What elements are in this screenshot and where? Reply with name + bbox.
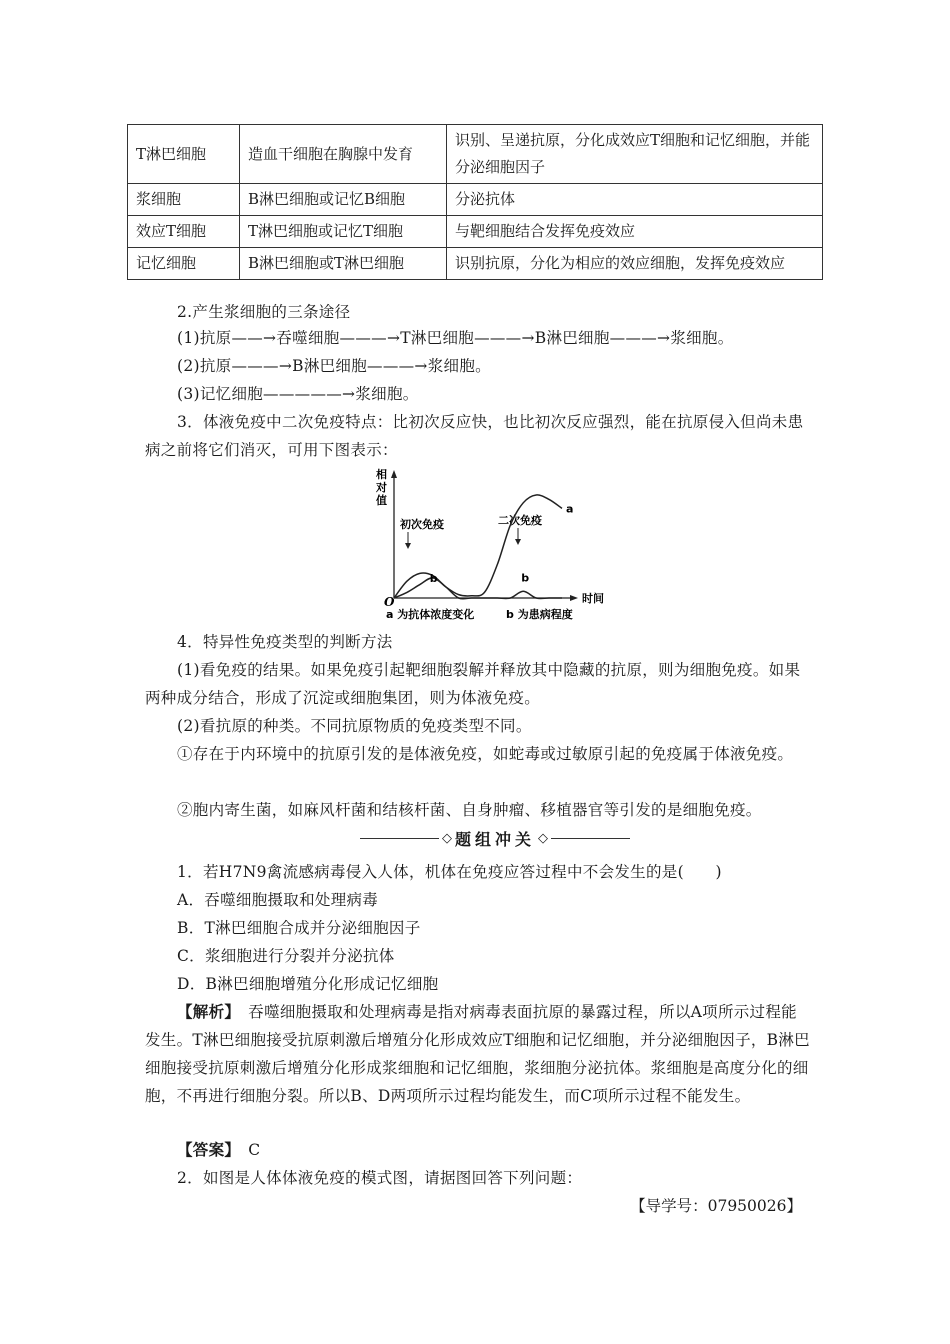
immune-response-chart [362, 466, 622, 626]
table-cell: 与靶细胞结合发挥免疫效应 [447, 216, 823, 248]
series-layer [394, 495, 573, 599]
y-axis-label-char: 对 [376, 481, 387, 494]
series-label-a: a [566, 502, 574, 516]
table-row [128, 184, 823, 216]
table-cell: T淋巴细胞或记忆T细胞 [240, 216, 447, 248]
answer-label: 【答案】 [177, 1140, 233, 1159]
answer [145, 1136, 810, 1164]
x-axis-label: 时间 [582, 592, 604, 605]
caption-a: a 为抗体浓度变化 [386, 608, 475, 621]
table-cell: 效应T细胞 [128, 216, 240, 248]
diamond-icon: ◇ [442, 830, 452, 846]
y-axis-label-char: 相 [376, 468, 387, 481]
paragraph: 3．体液免疫中二次免疫特点：比初次反应快，也比初次反应强烈，能在抗原侵入但尚未患病之前将它们消灭，可用下图表示： [145, 413, 804, 459]
reference-number: 【导学号：07950026】 [630, 1197, 802, 1215]
question-stem: 2．如图是人体体液免疫的模式图，请据图回答下列问题： [177, 1169, 583, 1187]
table-cell: 分泌抗体 [447, 184, 823, 216]
annotation-arrow-head [405, 543, 411, 549]
y-axis-label-char: 值 [376, 494, 387, 507]
table-row [128, 125, 823, 184]
paragraph: (2)看抗原的种类。不同抗原物质的免疫类型不同。 [177, 717, 532, 735]
table-cell: B淋巴细胞或T淋巴细胞 [240, 248, 447, 280]
annotation-arrow-head [515, 539, 521, 545]
series-line-a [394, 495, 562, 598]
series-label-b: b [521, 571, 530, 585]
table-cell: 识别抗原，分化为相应的效应细胞，发挥免疫效应 [447, 248, 823, 280]
question-stem: 1．若H7N9禽流感病毒侵入人体，机体在免疫应答过程中不会发生的是( ) [177, 863, 722, 881]
paragraph: ②胞内寄生菌，如麻风杆菌和结核杆菌、自身肿瘤、移植器官等引发的是细胞免疫。 [177, 801, 762, 819]
table-cell: T淋巴细胞 [128, 125, 240, 184]
paragraph: (1)看免疫的结果。如果免疫引起靶细胞裂解并释放其中隐藏的抗原，则为细胞免疫。如果两种成分结合，形成了沉淀或细胞集团，则为体液免疫。 [145, 661, 801, 707]
option-c: C．浆细胞进行分裂并分泌抗体 [177, 947, 395, 965]
caption-b: b 为患病程度 [506, 608, 573, 621]
table-cell: 造血干细胞在胸腺中发育 [240, 125, 447, 184]
pathway-2: (2)抗原———→B淋巴细胞———→浆细胞。 [177, 357, 491, 375]
table-cell: B淋巴细胞或记忆B细胞 [240, 184, 447, 216]
table-row [128, 248, 823, 280]
divider [551, 838, 630, 839]
annotation-secondary: 二次免疫 [498, 514, 542, 527]
analysis-label: 【解析】 [177, 1002, 233, 1021]
table-row [128, 216, 823, 248]
immune-cells-table [127, 124, 823, 280]
analysis [145, 998, 810, 1110]
annotation-primary: 初次免疫 [400, 518, 444, 531]
section-heading: 2.产生浆细胞的三条途径 [177, 303, 351, 321]
y-axis-arrow [391, 470, 397, 478]
series-label-b: b [429, 571, 438, 585]
pathway-3: (3)记忆细胞—————→浆细胞。 [177, 385, 419, 403]
section-banner [360, 826, 630, 850]
table-cell: 浆细胞 [128, 184, 240, 216]
pathway-1: (1)抗原——→吞噬细胞———→T淋巴细胞———→B淋巴细胞———→浆细胞。 [177, 329, 734, 347]
banner-title: 题组冲关 [455, 829, 536, 849]
diamond-icon: ◇ [538, 830, 549, 846]
table-cell: 记忆细胞 [128, 248, 240, 280]
answer-value: C [248, 1141, 261, 1159]
x-axis-arrow [570, 595, 578, 601]
section-heading: 4．特异性免疫类型的判断方法 [177, 633, 393, 651]
analysis-text: 吞噬细胞摄取和处理病毒是指对病毒表面抗原的暴露过程，所以A项所示过程能发生。T淋巴细胞接受抗原刺激后增殖分化形成效应T细胞和记忆细胞，并分泌细胞因子，B淋巴细胞接受抗原刺激后增殖分化形成浆细胞和记忆细胞，浆细胞分泌抗体。浆细胞是高度分化的细胞，不再进行细胞分裂。所以B、D两项所示过程均能发生，而C项所示过程不能发生。 [145, 1003, 810, 1105]
table-cell: 识别、呈递抗原，分化成效应T细胞和记忆细胞，并能分泌细胞因子 [447, 125, 823, 184]
paragraph: ①存在于内环境中的抗原引发的是体液免疫，如蛇毒或过敏原引起的免疫属于体液免疫。 [177, 745, 794, 763]
option-a: A．吞噬细胞摄取和处理病毒 [177, 891, 379, 909]
divider [360, 838, 439, 839]
origin-label: O [384, 595, 395, 609]
option-b: B．T淋巴细胞合成并分泌细胞因子 [177, 919, 421, 937]
option-d: D．B淋巴细胞增殖分化形成记忆细胞 [177, 975, 439, 993]
